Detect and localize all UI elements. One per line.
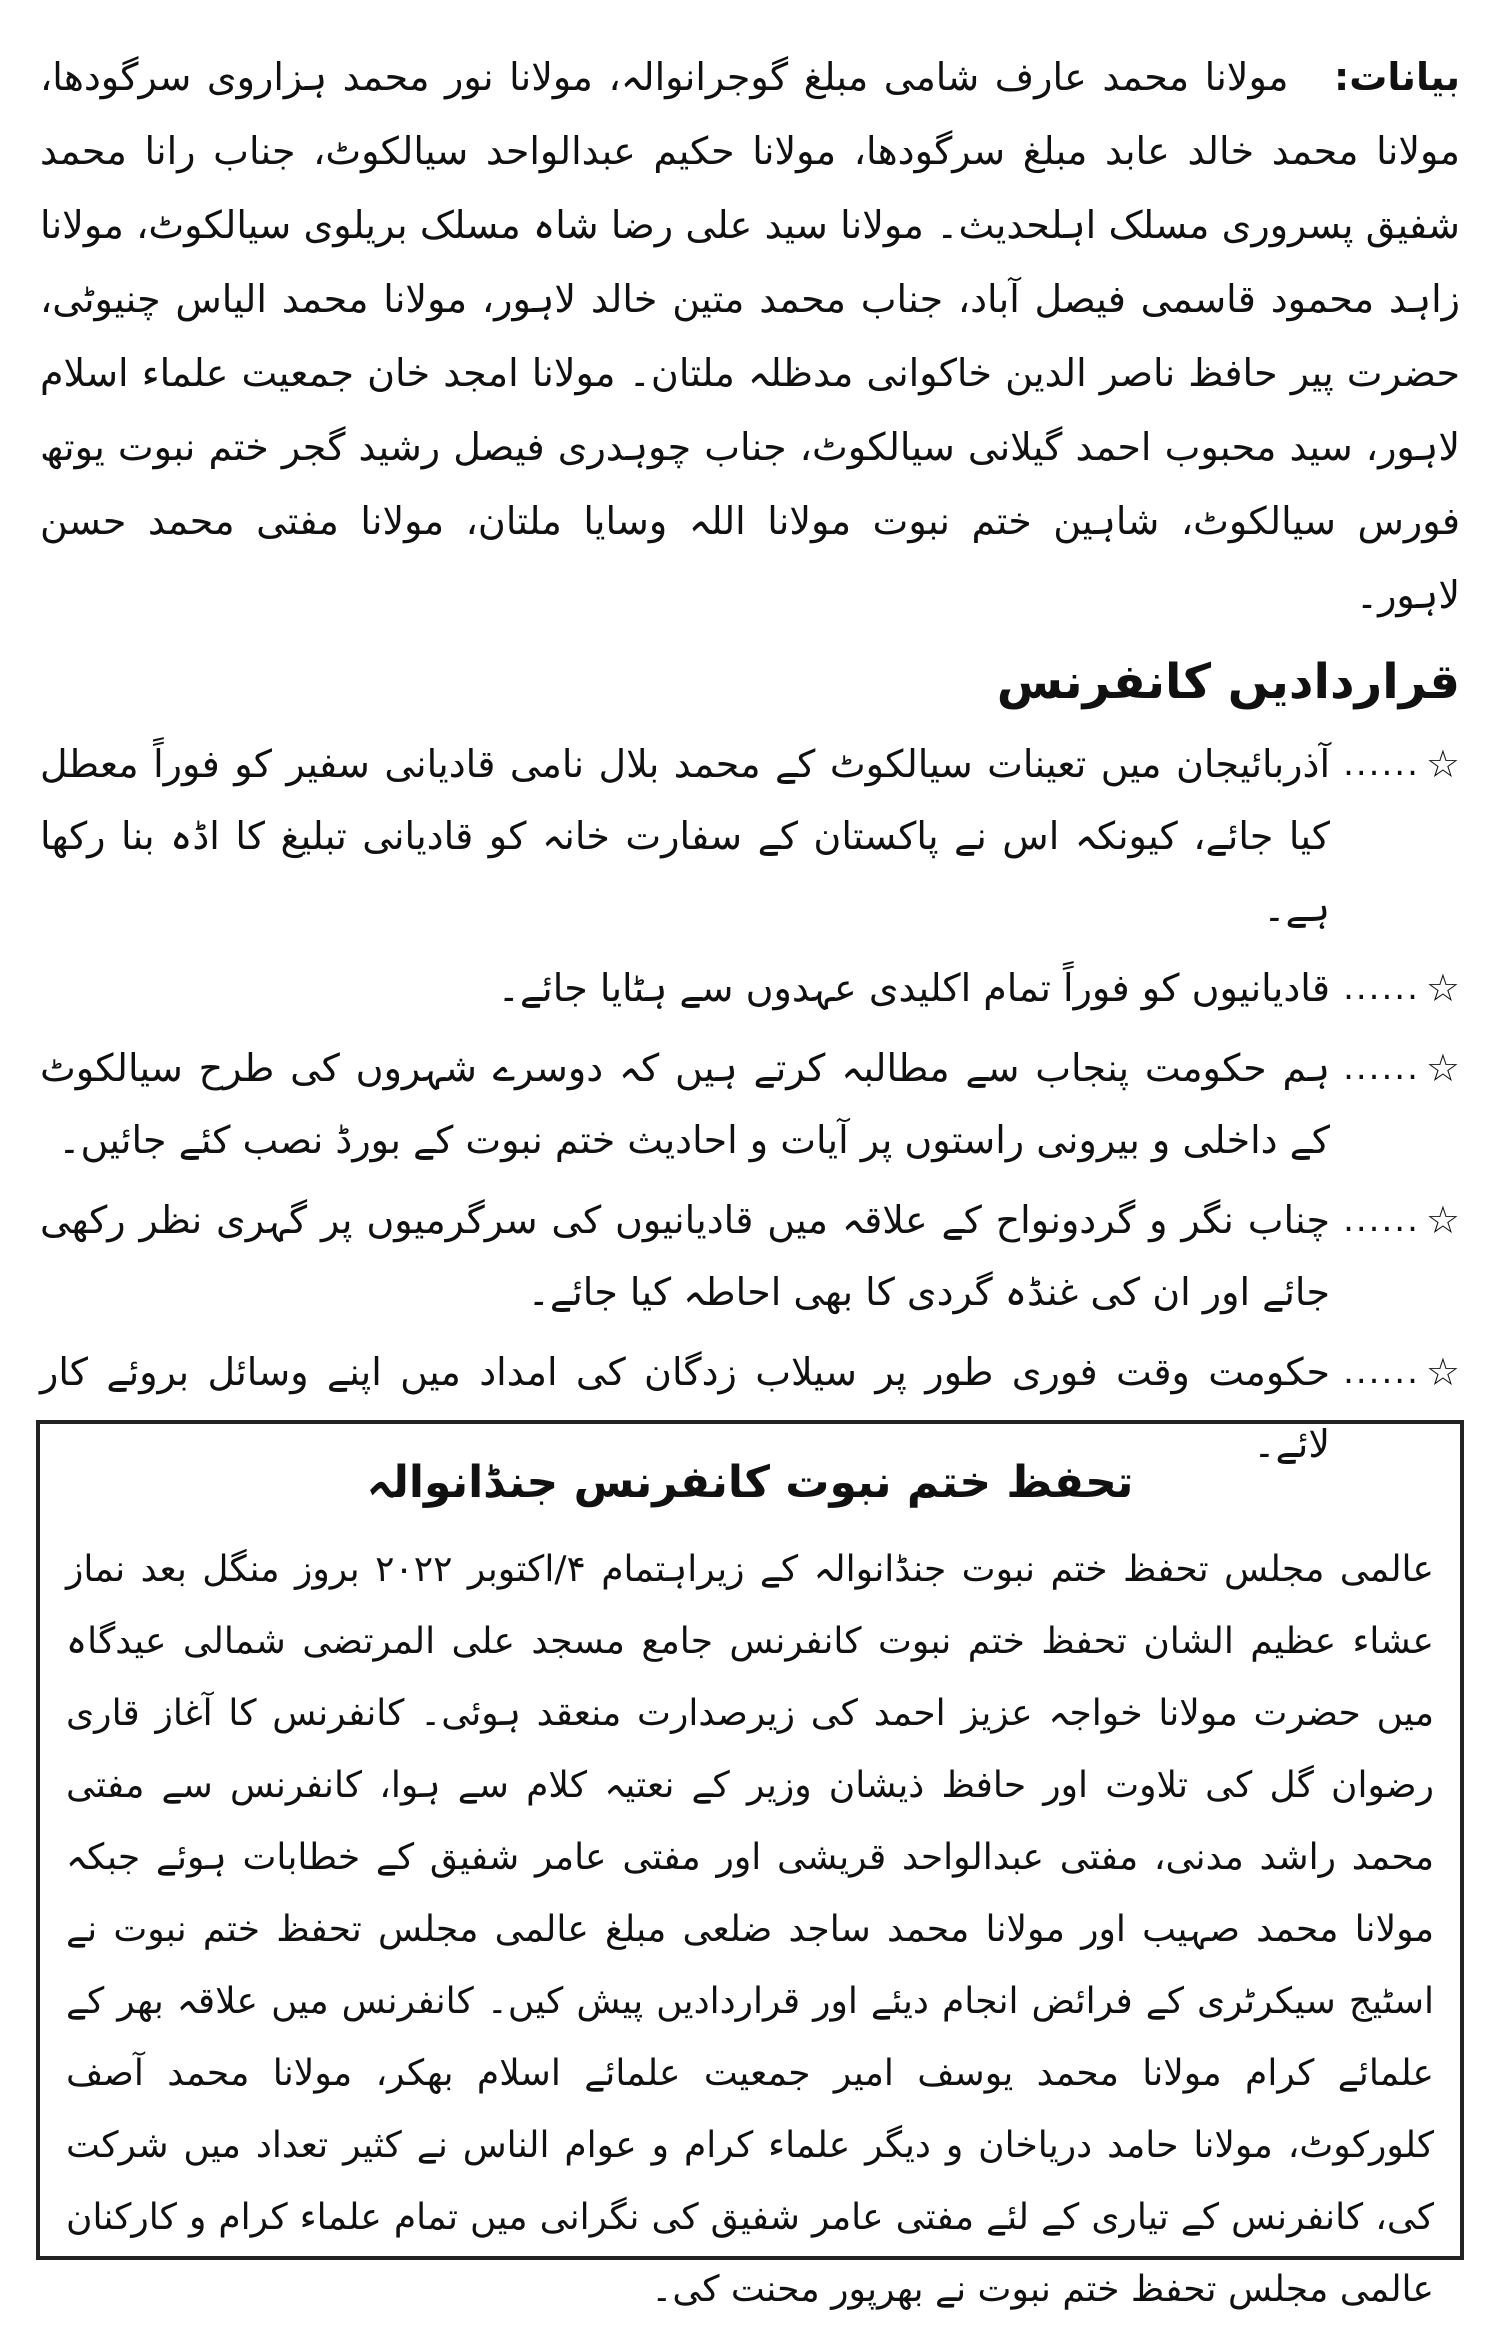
conference-report-box — [36, 1420, 1464, 2310]
star-icon: ☆ — [1425, 1046, 1460, 1090]
conference-report-title: تحفظ ختم نبوت کانفرنس جنڈانوالہ — [366, 1457, 1134, 1508]
resolution-item — [40, 1184, 1460, 1328]
leader-dots: ...... — [1343, 968, 1420, 1008]
star-icon: ☆ — [1425, 1350, 1460, 1394]
leader-dots: ...... — [1343, 1048, 1420, 1088]
star-icon: ☆ — [1425, 1198, 1460, 1242]
leader-dots: ...... — [1343, 1200, 1420, 1240]
resolution-item — [40, 728, 1460, 944]
conference-report-body: عالمی مجلس تحفظ ختم نبوت جنڈانوالہ کے زیراہتمام ۴/اکتوبر ۲۰۲۲ بروز منگل بعد نماز عشاء عظیم الشان تحفظ ختم نبوت کانفرنس جامع مسجد علی المرتضی شمالی عیدگاہ میں حضرت مولانا خواجہ عزیز احمد کی زیرصدارت منعقد ہوئی۔ کانفرنس کا آغاز قاری رضوان گل کی تلاوت اور حافظ ذیشان وزیر کے نعتیہ کلام سے ہوا، کانفرنس سے مفتی محمد راشد مدنی، مفتی عبدالواحد قریشی اور مفتی عامر شفیق کے خطابات ہوئے جبکہ مولانا محمد صہیب اور مولانا محمد ساجد ضلعی مبلغ عالمی مجلس تحفظ ختم نبوت نے اسٹیج سیکرٹری کے فرائض انجام دیئے اور قراردادیں پیش کیں۔ کانفرنس میں علاقہ بھر کے علمائے کرام مولانا محمد یوسف امیر جمعیت علمائے اسلام بھکر، مولانا محمد آصف کلورکوٹ، مولانا حامد دریاخان و دیگر علماء کرام و عوام الناس نے کثیر تعداد میں شرکت کی، کانفرنس کے تیاری کے لئے مفتی عامر شفیق کی نگرانی میں تمام علماء کرام و کارکنان عالمی مجلس تحفظ ختم نبوت نے بھرپور محنت کی۔ — [66, 1549, 1434, 2310]
leader-dots: ...... — [1343, 744, 1420, 784]
resolution-marker — [1330, 1032, 1460, 1176]
leader-dots: ...... — [1343, 1352, 1420, 1392]
resolution-item — [40, 952, 1460, 1024]
resolution-item — [40, 1032, 1460, 1176]
resolution-text: آذربائیجان میں تعینات سیالکوٹ کے محمد بلال نامی قادیانی سفیر کو فوراً معطل کیا جائے، کیونکہ اس نے پاکستان کے سفارت خانہ کو قادیانی تبلیغ کا اڈہ بنا رکھا ہے۔ — [40, 742, 1330, 930]
resolutions-list — [40, 728, 1460, 1480]
statements-text: مولانا محمد عارف شامی مبلغ گوجرانوالہ، مولانا نور محمد ہزاروی سرگودھا، مولانا محمد خالد عابد مبلغ سرگودھا، مولانا حکیم عبدالواحد سیالکوٹ، جناب رانا محمد شفیق پسروری مسلک اہلحدیث۔ مولانا سید علی رضا شاہ مسلک بریلوی سیالکوٹ، مولانا زاہد محمود قاسمی فیصل آباد، جناب محمد متین خالد لاہور، مولانا محمد الیاس چنیوٹی، حضرت پیر حافظ ناصر الدین خاکوانی مدظلہ ملتان۔ مولانا امجد خان جمعیت علماء اسلام لاہور، سید محبوب احمد گیلانی سیالکوٹ، جناب چوہدری فیصل رشید گجر ختم نبوت یوتھ فورس سیالکوٹ، شاہین ختم نبوت مولانا اللہ وسایا ملتان، مولانا مفتی محمد حسن لاہور۔ — [40, 55, 1460, 617]
resolution-marker — [1330, 952, 1460, 1024]
resolution-marker — [1330, 1184, 1460, 1328]
resolution-text: چناب نگر و گردونواح کے علاقہ میں قادیانیوں کی سرگرمیوں پر گہری نظر رکھی جائے اور ان کی غنڈہ گردی کا بھی احاطہ کیا جائے۔ — [40, 1198, 1330, 1314]
star-icon: ☆ — [1425, 742, 1460, 786]
resolution-text: قادیانیوں کو فوراً تمام اکلیدی عہدوں سے ہٹایا جائے۔ — [497, 966, 1330, 1010]
star-icon: ☆ — [1425, 966, 1460, 1010]
resolution-marker — [1330, 728, 1460, 944]
resolution-text: ہم حکومت پنجاب سے مطالبہ کرتے ہیں کہ دوسرے شہروں کی طرح سیالکوٹ کے داخلی و بیرونی راستوں پر آیات و احادیث ختم نبوت کے بورڈ نصب کئے جائیں۔ — [40, 1046, 1330, 1162]
statements-paragraph — [40, 40, 1460, 632]
statements-label: بیانات: — [1334, 55, 1460, 99]
resolution-text: حکومت وقت فوری طور پر سیلاب زدگان کی امداد میں اپنے وسائل بروئے کار لائے۔ — [40, 1350, 1330, 1466]
resolutions-heading: قراردادیں کانفرنس — [996, 654, 1460, 710]
